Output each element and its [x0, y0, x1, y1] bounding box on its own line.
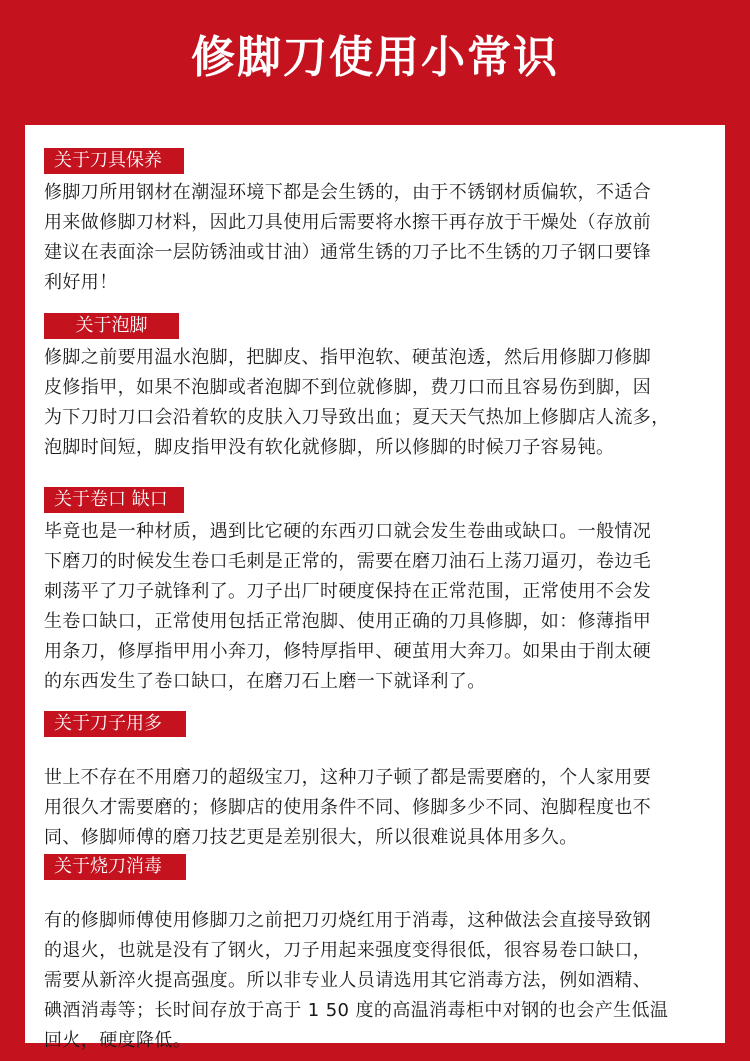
- text-line: 用很久才需要磨的；修脚店的使用条件不同、修脚多少不同、泡脚程度也不: [44, 797, 652, 818]
- text-line: 毕竟也是一种材质，遇到比它硬的东西刃口就会发生卷曲或缺口。一般情况: [44, 521, 652, 542]
- section-label: 关于卷口 缺口: [44, 487, 184, 513]
- text-line: 的东西发生了卷口缺口，在磨刀石上磨一下就译利了。: [44, 671, 486, 692]
- section-blade-lifespan: [44, 711, 714, 853]
- section-edge-damage: [44, 487, 714, 697]
- section-body: [44, 906, 714, 1056]
- text-line: 的退火，也就是没有了钢火，刀子用起来强度变得很低，很容易卷口缺口，: [44, 940, 652, 961]
- text-line: 碘酒消毒等；长时间存放于高于 1 50 度的高温消毒柜中对钢的也会产生低温: [44, 1000, 669, 1021]
- section-foot-soak: [44, 313, 714, 463]
- text-line: 刺荡平了刀子就锋利了。刀子出厂时硬度保持在正常范围，正常使用不会发: [44, 581, 652, 602]
- text-line: 回火，硬度降低。: [44, 1030, 192, 1051]
- text-line: 泡脚时间短，脚皮指甲没有软化就修脚，所以修脚的时候刀子容易钝。: [44, 437, 615, 458]
- page-title: 修脚刀使用小常识: [191, 32, 559, 83]
- section-body: [44, 517, 714, 697]
- section-body: [44, 763, 714, 853]
- section-body: [44, 178, 714, 298]
- text-line: 修脚刀所用钢材在潮湿环境下都是会生锈的，由于不锈钢材质偏软，不适合: [44, 182, 652, 203]
- text-line: 有的修脚师傅使用修脚刀之前把刀刃烧红用于消毒，这种做法会直接导致钢: [44, 910, 652, 931]
- text-line: 建议在表面涂一层防锈油或甘油）通常生锈的刀子比不生锈的刀子钢口要锋: [44, 242, 652, 263]
- section-blade-care: [44, 148, 714, 298]
- section-label: 关于烧刀消毒法: [44, 854, 186, 880]
- text-line: 需要从新淬火提高强度。所以非专业人员请选用其它消毒方法，例如酒精、: [44, 970, 652, 991]
- text-line: 同、修脚师傅的磨刀技艺更是差别很大，所以很难说具体用多久。: [44, 827, 578, 848]
- section-flame-sterilization: [44, 854, 714, 1056]
- text-line: 皮修指甲，如果不泡脚或者泡脚不到位就修脚，费刀口而且容易伤到脚，因: [44, 377, 652, 398]
- text-line: 为下刀时刀口会沿着软的皮肤入刀导致出血；夏天天气热加上修脚店人流多，: [44, 407, 670, 428]
- section-label: 关于刀具保养: [44, 148, 184, 174]
- text-line: 利好用！: [44, 272, 118, 293]
- content-panel: [25, 125, 725, 1051]
- text-line: 用来做修脚刀材料，因此刀具使用后需要将水擦干再存放于干燥处（存放前: [44, 212, 652, 233]
- text-line: 下磨刀的时候发生卷口毛刺是正常的，需要在磨刀油石上荡刀逼刃，卷边毛: [44, 551, 652, 572]
- text-line: 世上不存在不用磨刀的超级宝刀，这种刀子顿了都是需要磨的，个人家用要: [44, 767, 652, 788]
- text-line: 生卷口缺口，正常使用包括正常泡脚、使用正确的刀具修脚，如：修薄指甲: [44, 611, 652, 632]
- section-label: 关于刀子用多久: [44, 711, 186, 737]
- text-line: 用条刀，修厚指甲用小奔刀，修特厚指甲、硬茧用大奔刀。如果由于削太硬: [44, 641, 652, 662]
- section-label: 关于泡脚: [44, 313, 179, 339]
- section-body: [44, 343, 714, 463]
- text-line: 修脚之前要用温水泡脚，把脚皮、指甲泡软、硬茧泡透，然后用修脚刀修脚: [44, 347, 652, 368]
